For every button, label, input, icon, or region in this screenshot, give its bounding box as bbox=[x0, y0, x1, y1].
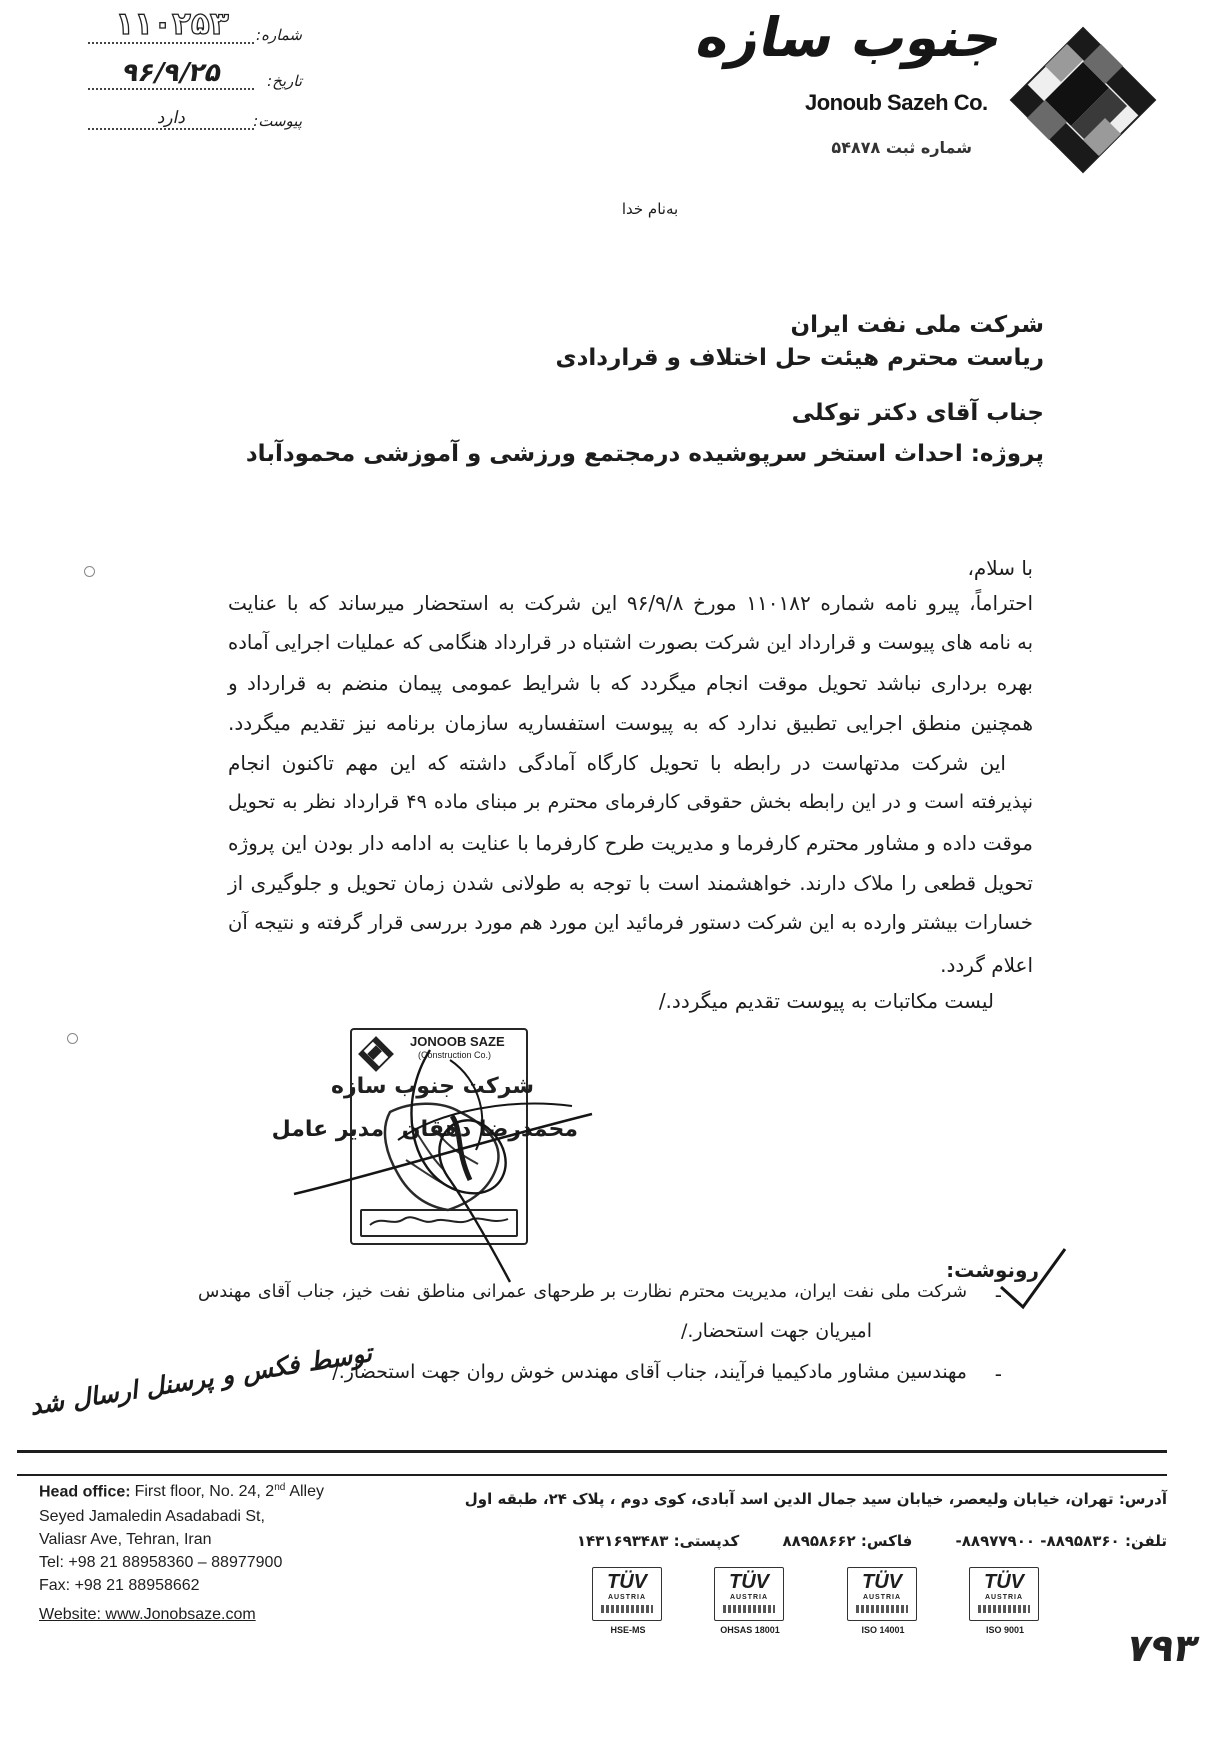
badge-label: ISO 14001 bbox=[861, 1625, 905, 1635]
footer-address-fa: آدرس: تهران، خیابان ولیعصر، خیابان سید جمال الدین اسد آبادی، کوی دوم ، پلاک ۲۴، طبقه اول bbox=[464, 1490, 1167, 1508]
footer-head-office-label: Head office: bbox=[39, 1483, 131, 1501]
cc-bullet: - bbox=[994, 1283, 1002, 1307]
punch-hole-mark bbox=[84, 566, 95, 577]
stamp-company-name-en: JONOOB SAZE bbox=[410, 1034, 505, 1049]
handwritten-signature bbox=[280, 990, 610, 1290]
letter-number-label: شماره: bbox=[256, 26, 302, 44]
stamp-company-name-fa: شرکت جنوب سازه bbox=[330, 1074, 534, 1099]
cc-item-1-line-2: امیریان جهت استحضار./ bbox=[680, 1320, 872, 1342]
badge-stripe bbox=[978, 1605, 1030, 1613]
badge-subtitle: AUSTRIA bbox=[984, 1594, 1024, 1601]
badge-brand: TÜV bbox=[984, 1571, 1024, 1593]
badge-label: HSE-MS bbox=[610, 1625, 646, 1635]
certification-badge bbox=[714, 1567, 786, 1645]
stamp-company-subtitle-en: (Construction Co.) bbox=[418, 1050, 492, 1060]
body-line: نپذیرفته است و در این رابطه بخش حقوقی کارفرمای محترم بر مبنای ماده ۴۹ قرارداد نظر به تحویل bbox=[227, 791, 1033, 813]
letter-date-label: تاریخ: bbox=[267, 72, 302, 90]
footer-head-office-address: First floor, No. 24, 2 bbox=[134, 1483, 275, 1501]
footer-street: Seyed Jamaledin Asadabadi St, bbox=[39, 1508, 265, 1525]
greeting: با سلام، bbox=[967, 556, 1033, 580]
certification-badge bbox=[969, 1567, 1041, 1645]
addressee-company: شرکت ملی نفت ایران bbox=[790, 312, 1044, 338]
badge-subtitle: AUSTRIA bbox=[862, 1594, 902, 1601]
badge-stripe bbox=[723, 1605, 775, 1613]
body-line: احتراماً، پیرو نامه شماره ۱۱۰۱۸۲ مورخ ۹۶/۹/۸ این شرکت به استحضار میرساند که با عنایت bbox=[228, 591, 1033, 615]
signatory-name: محمدرضا دهقان bbox=[401, 1117, 578, 1142]
company-registration-number: شماره ثبت ۵۴۸۷۸ bbox=[831, 138, 972, 157]
badge-label: OHSAS 18001 bbox=[720, 1625, 780, 1635]
footer-head-office-address-end: Alley bbox=[289, 1483, 324, 1501]
letter-attachment-row bbox=[88, 96, 302, 136]
letter-attachment-value: دارد bbox=[155, 108, 189, 128]
footer-postal-code-fa: کدپستی: ۱۴۳۱۶۹۳۴۸۳ bbox=[576, 1532, 740, 1550]
footer-tel: Tel: +98 21 88958360 – 88977900 bbox=[39, 1554, 283, 1571]
invocation-text: به‌نام خدا bbox=[621, 200, 679, 218]
letter-date-row bbox=[88, 56, 302, 96]
signatory-title: مدیر عامل bbox=[271, 1117, 385, 1142]
handwritten-dispatch-note: توسط فکس و پرسنل ارسال شد bbox=[27, 1338, 374, 1421]
cc-label: رونوشت: bbox=[946, 1258, 1039, 1282]
body-line: همچنین منطق اجرایی تطبیق ندارد که به پیوست استفساریه سازمان برنامه نیز تقدیم میگردد. bbox=[228, 711, 1033, 735]
footer-fax-fa: فاکس: ۸۸۹۵۸۶۶۲ bbox=[782, 1532, 913, 1550]
footer-rule-thin bbox=[17, 1474, 1167, 1476]
company-logo-name-fa: جنوب سازه bbox=[691, 6, 1009, 69]
attachment-note: لیست مکاتبات به پیوست تقدیم میگردد./ bbox=[658, 989, 994, 1013]
footer-head-office bbox=[39, 1482, 324, 1501]
letter-date-dotted-line bbox=[88, 88, 254, 90]
body-line: خسارات بیشتر وارده به این شرکت دستور فرمائید این مورد هم مورد بررسی قرار گرفته و نتیجه آن bbox=[228, 911, 1033, 934]
addressee-board: ریاست محترم هیئت حل اختلاف و قراردادی bbox=[555, 345, 1044, 371]
addressee-person: جناب آقای دکتر توکلی bbox=[791, 400, 1044, 426]
cc-bullet: - bbox=[994, 1362, 1002, 1386]
badge-frame bbox=[847, 1567, 917, 1621]
project-title: پروژه: احداث استخر سرپوشیده درمجتمع ورزشی و آموزشی محمودآباد bbox=[245, 441, 1044, 467]
footer-phone-fa: تلفن: ۸۸۹۵۸۳۶۰- ۸۸۹۷۷۹۰۰- bbox=[955, 1532, 1167, 1550]
letter-number-dotted-line bbox=[88, 42, 254, 44]
certification-badge bbox=[592, 1567, 664, 1645]
badge-label: ISO 9001 bbox=[985, 1625, 1025, 1635]
footer-fax: Fax: +98 21 88958662 bbox=[39, 1577, 200, 1594]
badge-brand: TÜV bbox=[729, 1571, 769, 1593]
punch-hole-mark bbox=[67, 1033, 78, 1044]
footer-city: Valiasr Ave, Tehran, Iran bbox=[39, 1531, 212, 1548]
footer-rule-thick bbox=[17, 1450, 1167, 1453]
body-line: این شرکت مدتهاست در رابطه با تحویل کارگاه آمادگی داشته که این مهم تاکنون انجام bbox=[228, 751, 1006, 775]
badge-frame bbox=[969, 1567, 1039, 1621]
badge-brand: TÜV bbox=[607, 1571, 647, 1593]
body-closing-line: اعلام گردد. bbox=[940, 953, 1033, 977]
body-line: موقت داده و مشاور محترم کارفرما و مدیریت طرح کارفرما با عنایت به ادامه دار بودن این پروژه bbox=[228, 831, 1033, 855]
badge-frame bbox=[714, 1567, 784, 1621]
footer-contact-fa bbox=[577, 1532, 1167, 1550]
letter-attachment-label: پیوست: bbox=[253, 112, 302, 130]
badge-stripe bbox=[601, 1605, 653, 1613]
footer-website: Website: www.Jonobsaze.com bbox=[39, 1606, 256, 1623]
footer-ordinal-suffix: nd bbox=[274, 1482, 286, 1493]
badge-stripe bbox=[856, 1605, 908, 1613]
badge-subtitle: AUSTRIA bbox=[607, 1594, 647, 1601]
company-logo-name-en: Jonoub Sazeh Co. bbox=[805, 90, 988, 115]
letter-number-row bbox=[88, 6, 302, 50]
letter-number-value: ۱۱۰۲۵۳ bbox=[115, 6, 229, 42]
handwritten-page-number: ۷۹۳ bbox=[1123, 1626, 1203, 1670]
cc-item-2: مهندسین مشاور مادکیمیا فرآیند، جناب آقای مهندس خوش روان جهت استحضار./ bbox=[332, 1361, 967, 1383]
body-line: به نامه های پیوست و قرارداد این شرکت بصورت اشتباه در قرارداد هنگامی که عملیات اجرایی آماده bbox=[228, 631, 1033, 654]
body-line: بهره برداری نباشد تحویل موقت انجام میگردد که با شرایط عمومی پیمان منضم به قرارداد و bbox=[228, 671, 1033, 695]
company-logo-icon bbox=[1005, 22, 1161, 178]
body-line: تحویل قطعی را ملاک دارند. خواهشمند است با توجه به طولانی شدن زمان تحویل و جلوگیری از bbox=[228, 871, 1033, 895]
letter-attachment-dotted-line bbox=[88, 128, 254, 130]
badge-brand: TÜV bbox=[862, 1571, 902, 1593]
certification-badge bbox=[847, 1567, 919, 1645]
cc-item-1-line-1: شرکت ملی نفت ایران، مدیریت محترم نظارت بر طرحهای عمرانی مناطق نفت خیز، جناب آقای مهندس bbox=[198, 1282, 967, 1302]
letter-date-value: ۹۶/۹/۲۵ bbox=[119, 58, 225, 88]
badge-frame bbox=[592, 1567, 662, 1621]
badge-subtitle: AUSTRIA bbox=[729, 1594, 769, 1601]
